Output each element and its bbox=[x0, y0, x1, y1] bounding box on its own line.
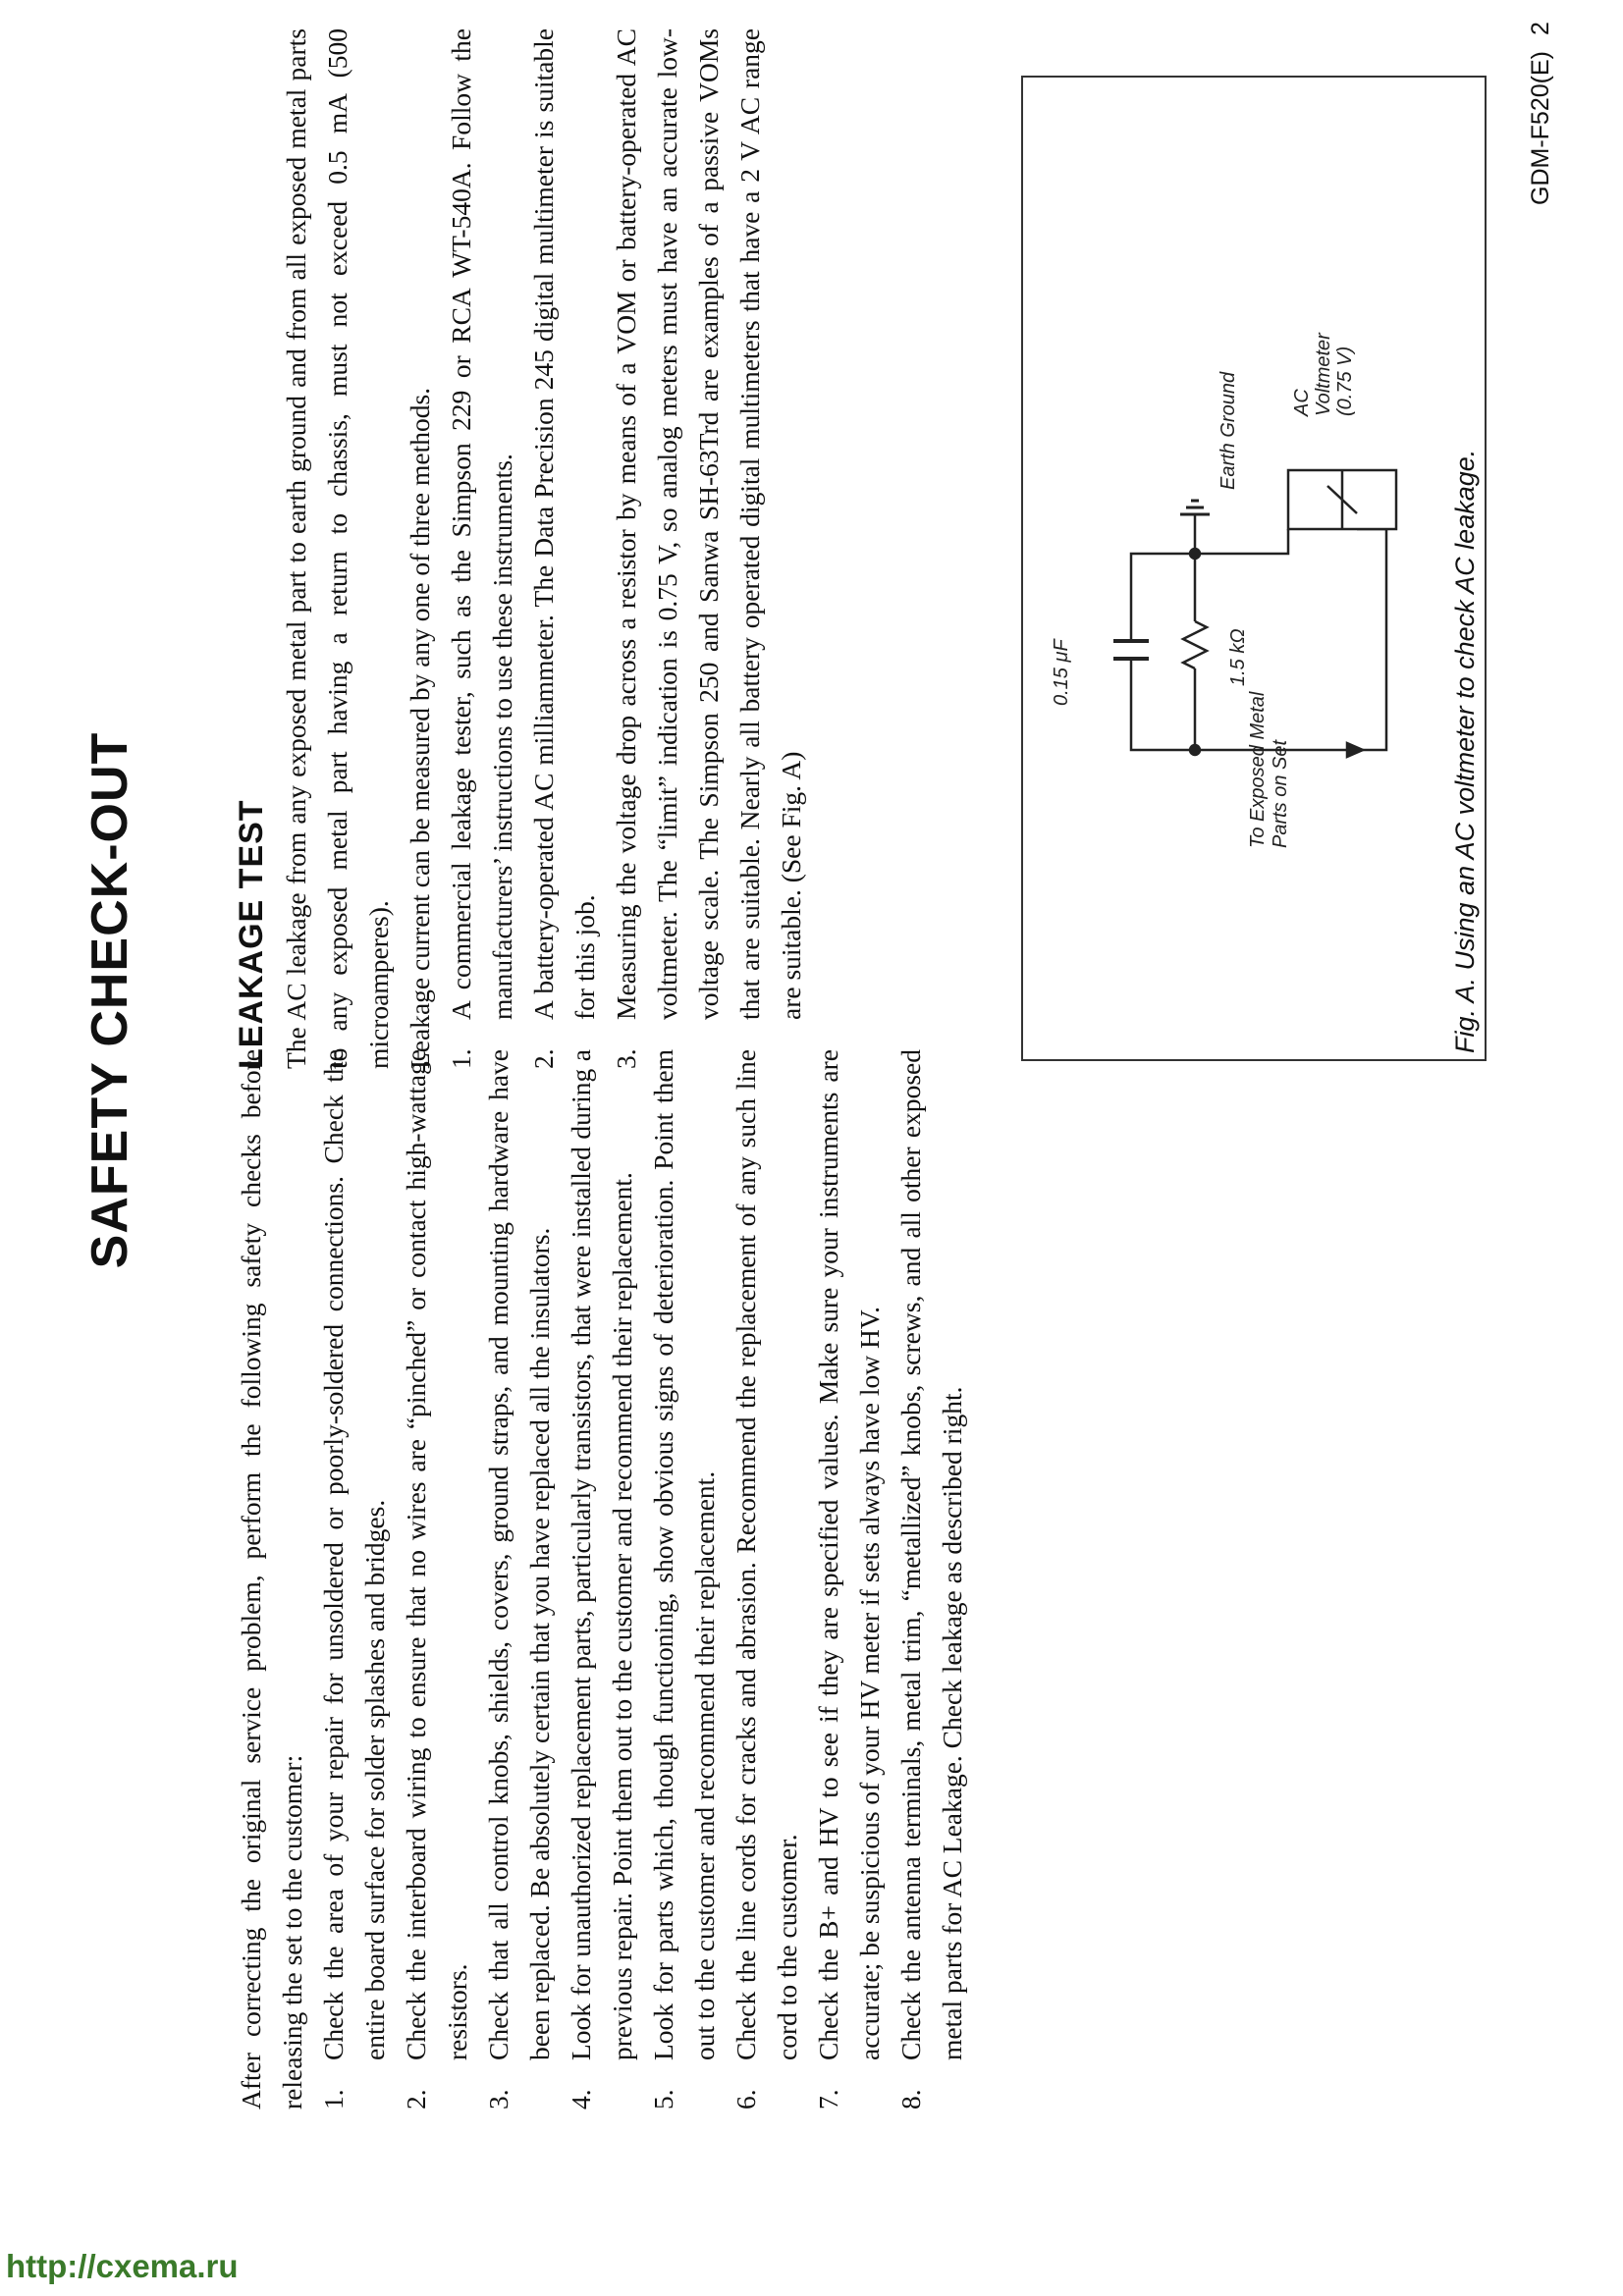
safety-checks-column bbox=[231, 1049, 973, 2109]
item-text: Check the line cords for cracks and abrasion. Recommend the replacement of any such line cord to the customer. bbox=[730, 1049, 802, 2060]
page-number: 2 bbox=[1527, 22, 1554, 36]
leakage-method-list bbox=[441, 28, 812, 1069]
item-text: A battery-operated AC milliammeter. The Data Precision 245 digital multimeter is suitable for this job. bbox=[528, 28, 600, 1020]
list-item bbox=[808, 1049, 891, 2109]
item-number: 3. bbox=[611, 1048, 641, 1069]
item-text: Check the antenna terminals, metal trim, “metallized” knobs, screws, and all other exposed metal parts for AC Leakage. Check leakage as described right. bbox=[895, 1049, 967, 2060]
item-text: A commercial leakage tester, such as the Simpson 229 or RCA WT-540A. Follow the manufacturers’ instructions to use these instruments. bbox=[446, 28, 517, 1020]
leakage-methods-intro: Leakage current can be measured by any one of three methods. bbox=[405, 387, 435, 1069]
capacitor-wire bbox=[1131, 659, 1195, 750]
meter-wire-bottom bbox=[1195, 529, 1288, 554]
list-item bbox=[891, 1049, 973, 2109]
item-number: 8. bbox=[895, 2089, 926, 2109]
item-text: Check the area of your repair for unsoldered or poorly-soldered connections. Check the entire board surface for solder splashes and bridges. bbox=[318, 1049, 390, 2060]
safety-check-list bbox=[313, 1049, 973, 2109]
page-title: SAFETY CHECK-OUT bbox=[81, 731, 138, 1269]
meter-wire-return bbox=[1288, 431, 1386, 470]
item-number: 1. bbox=[318, 2089, 349, 2109]
leakage-heading: LEAKAGE TEST bbox=[233, 799, 270, 1069]
item-number: 5. bbox=[648, 2089, 678, 2109]
exposed-metal-label-2: Parts on Set bbox=[1270, 739, 1291, 848]
list-item bbox=[478, 1049, 561, 2109]
exposed-metal-label-1: To Exposed Metal bbox=[1247, 691, 1269, 848]
leakage-test-column bbox=[231, 28, 812, 1069]
list-item bbox=[441, 28, 523, 1069]
resistor-zigzag bbox=[1183, 621, 1207, 668]
list-item bbox=[561, 1049, 643, 2109]
item-text: Check that all control knobs, shields, covers, ground straps, and mounting hardware have been replaced. Be absolutely certain that you have replaced all the insulators. bbox=[483, 1049, 555, 2060]
item-number: 4. bbox=[566, 2089, 596, 2109]
item-number: 2. bbox=[401, 2089, 431, 2109]
figure-caption: Fig. A. Using an AC voltmeter to check AC leakage. bbox=[1450, 449, 1480, 1053]
item-number: 3. bbox=[483, 2089, 514, 2109]
item-number: 2. bbox=[528, 1048, 559, 1069]
capacitor-wire-right bbox=[1131, 554, 1195, 641]
leakage-test-figure bbox=[1021, 76, 1487, 1061]
meter-label-3: (0.75 V) bbox=[1334, 346, 1356, 416]
list-item bbox=[726, 1049, 808, 2109]
capacitor-label: 0.15 μF bbox=[1051, 639, 1072, 706]
model-number: GDM-F520(E) bbox=[1527, 51, 1554, 205]
meter-label-2: Voltmeter bbox=[1313, 333, 1334, 416]
list-item bbox=[396, 1049, 478, 2109]
item-text: Look for parts which, though functioning, show obvious signs of deterioration. Point them out to the customer and recommend their replacement. bbox=[648, 1049, 720, 2060]
resistor-label: 1.5 kΩ bbox=[1227, 628, 1249, 686]
item-number: 1. bbox=[446, 1048, 476, 1069]
meter-wire-top bbox=[1357, 529, 1386, 750]
item-text: Check the B+ and HV to see if they are specified values. Make sure your instruments are accurate; be suspicious of your HV meter if sets always have low HV. bbox=[813, 1049, 885, 2060]
item-text: Measuring the voltage drop across a resistor by means of a VOM or battery-operated AC voltmeter. The “limit” indication is 0.75 V, so analog meters must have an accurate low-voltage scale. The Simpson 250 and Sanwa SH-63Trd are examples of a passive VOMs that are suitable. Nearly all battery operated digital multimeters that have a 2 V AC range are suitable. (See Fig. A) bbox=[611, 28, 806, 1020]
source-url-link[interactable]: http://cxema.ru bbox=[6, 2248, 239, 2284]
document-id bbox=[1527, 22, 1555, 205]
item-text: Check the interboard wiring to ensure that no wires are “pinched” or contact high-wattage resistors. bbox=[401, 1049, 472, 2060]
item-number: 7. bbox=[813, 2089, 843, 2109]
ground-label: Earth Ground bbox=[1217, 371, 1239, 490]
intro-paragraph: After correcting the original service problem, perform the following safety checks before releasing the set to the customer: bbox=[236, 1049, 307, 2109]
item-text: Look for unauthorized replacement parts, particularly transistors, that were installed during a previous repair. Point them out to the customer and recommend their replacement. bbox=[566, 1049, 637, 2060]
leakage-paragraph: The AC leakage from any exposed metal part to earth ground and from all exposed metal parts to any exposed metal part having a return to chassis, must not exceed 0.5 mA (500 microamperes). bbox=[281, 28, 394, 1069]
list-item bbox=[643, 1049, 726, 2109]
item-number: 6. bbox=[730, 2089, 761, 2109]
list-item bbox=[606, 28, 812, 1069]
list-item bbox=[313, 1049, 396, 2109]
list-item bbox=[523, 28, 606, 1069]
leakage-circuit-diagram bbox=[1023, 78, 1485, 1059]
meter-label-1: AC bbox=[1291, 389, 1313, 416]
